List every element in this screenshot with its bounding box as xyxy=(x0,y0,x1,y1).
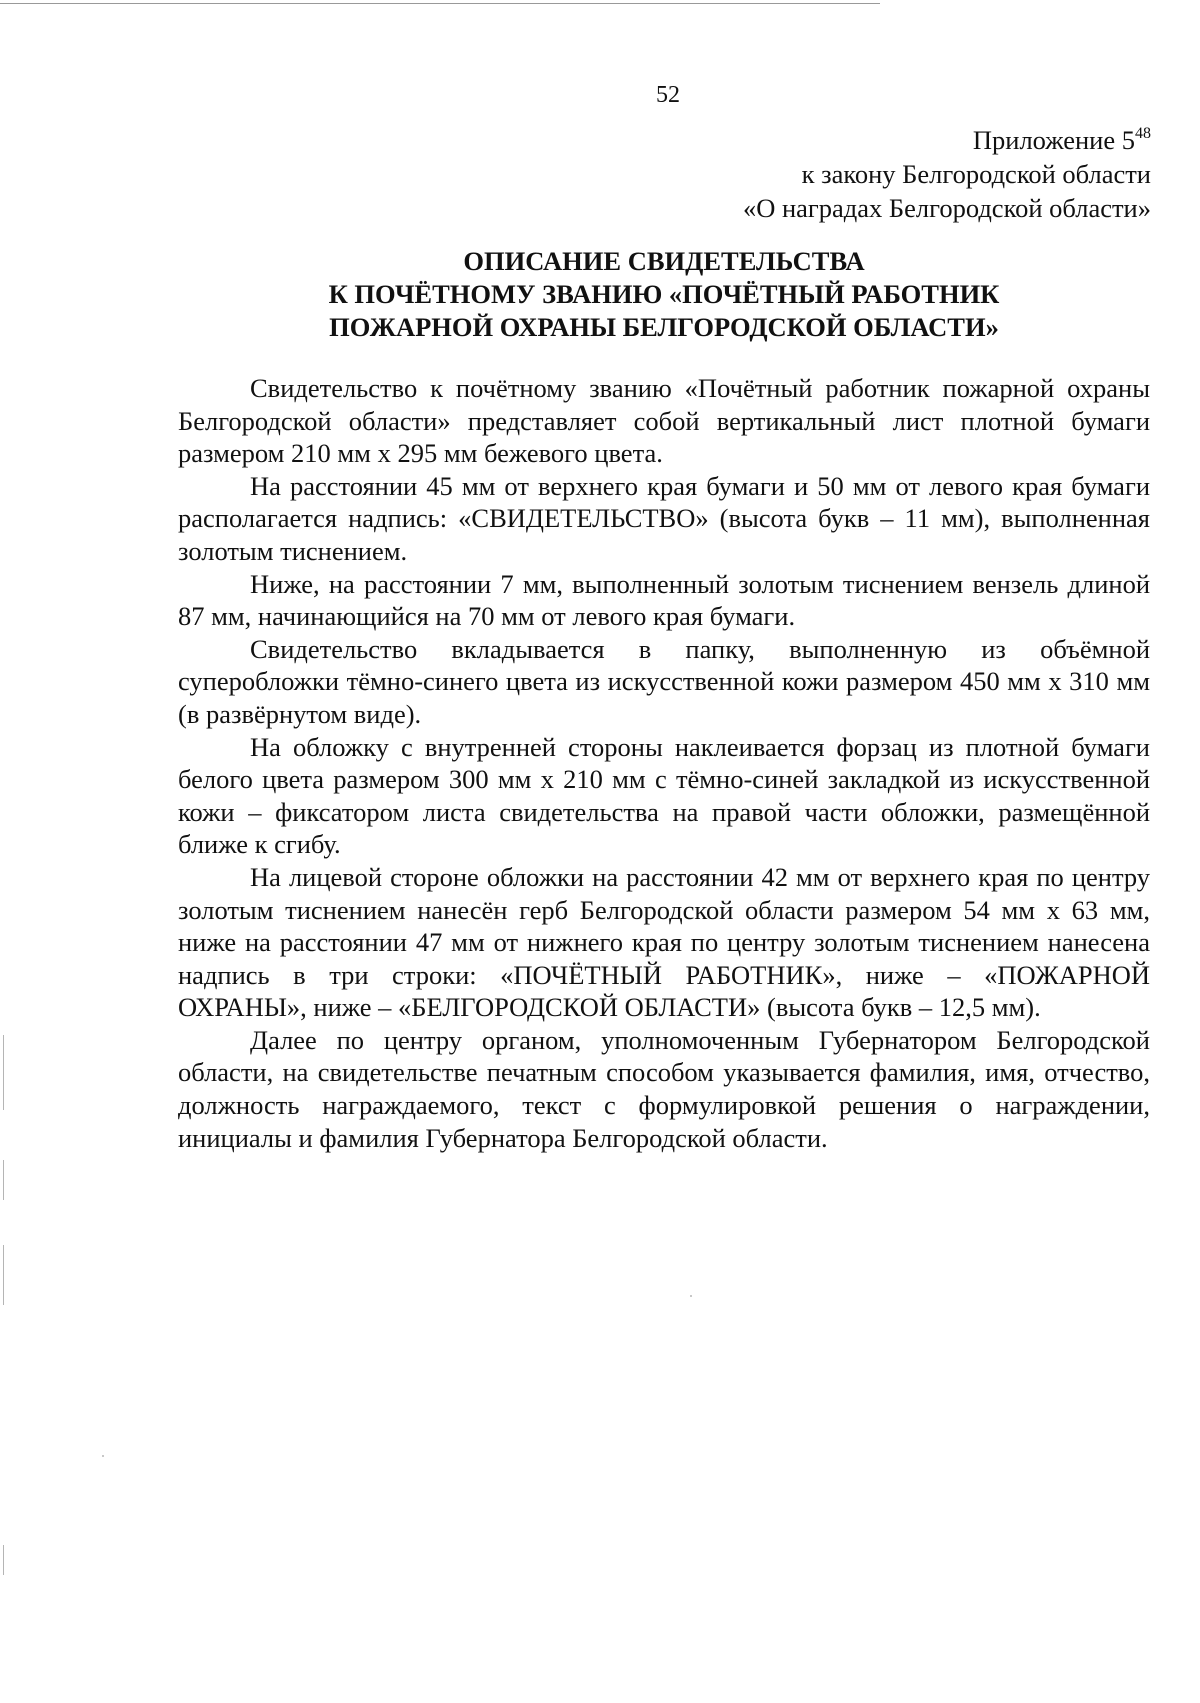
body-paragraph: Ниже, на расстоянии 7 мм, выполненный золотым тиснением вензель длиной 87 мм, начинающийся на 70 мм от левого края бумаги. xyxy=(178,568,1150,632)
body-paragraph: На лицевой стороне обложки на расстоянии 42 мм от верхнего края по центру золотым тиснением нанесён герб Белгородской области размером 54 мм х 63 мм, ниже на расстоянии 47 мм от нижнего края по центру золотым тиснением нанесена надпись в три строки: «ПОЧЁТНЫЙ РАБОТНИК», ниже – «ПОЖАРНОЙ ОХРАНЫ», ниже – «БЕЛГОРОДСКОЙ ОБЛАСТИ» (высота букв – 12,5 мм). xyxy=(178,861,1150,1023)
appendix-reference xyxy=(743,123,1151,225)
title-line: К ПОЧЁТНОМУ ЗВАНИЮ «ПОЧЁТНЫЙ РАБОТНИК xyxy=(328,279,1000,309)
document-title xyxy=(178,245,1150,344)
document-body xyxy=(178,372,1150,1154)
scan-left-edge-mark xyxy=(3,1035,4,1110)
appendix-superscript: 48 xyxy=(1135,125,1151,142)
body-paragraph: На расстоянии 45 мм от верхнего края бумаги и 50 мм от левого края бумаги располагается надпись: «СВИДЕТЕЛЬСТВО» (высота букв – 11 мм), выполненная золотым тиснением. xyxy=(178,470,1150,566)
scan-left-edge-mark xyxy=(3,1160,4,1200)
scan-left-edge-mark xyxy=(3,1245,4,1305)
title-line: ПОЖАРНОЙ ОХРАНЫ БЕЛГОРОДСКОЙ ОБЛАСТИ» xyxy=(329,312,999,342)
scan-speck xyxy=(102,1455,104,1457)
body-paragraph: На обложку с внутренней стороны наклеивается форзац из плотной бумаги белого цвета размером 300 мм х 210 мм с тёмно-синей закладкой из искусственной кожи – фиксатором листа свидетельства на правой части обложки, размещённой ближе к сгибу. xyxy=(178,731,1150,860)
scan-speck xyxy=(690,1295,692,1297)
scan-left-edge-mark xyxy=(3,1545,4,1575)
title-line: ОПИСАНИЕ СВИДЕТЕЛЬСТВА xyxy=(463,246,865,276)
page-number: 52 xyxy=(656,82,680,108)
appendix-line-2: к закону Белгородской области xyxy=(801,159,1151,189)
body-paragraph: Свидетельство вкладывается в папку, выполненную из объёмной суперобложки тёмно-синего цвета из искусственной кожи размером 450 мм х 310 мм (в развёрнутом виде). xyxy=(178,633,1150,729)
body-paragraph: Свидетельство к почётному званию «Почётный работник пожарной охраны Белгородской области» представляет собой вертикальный лист плотной бумаги размером 210 мм х 295 мм бежевого цвета. xyxy=(178,373,1150,469)
appendix-line-1: Приложение $5^{48}$ xyxy=(972,125,1151,155)
appendix-line-3: «О наградах Белгородской области» xyxy=(742,193,1151,223)
scan-top-edge xyxy=(0,3,880,4)
body-paragraph: Далее по центру органом, уполномоченным Губернатором Белгородской области, на свидетельстве печатным способом указывается фамилия, имя, отчество, должность награждаемого, текст с формулировкой решения о награждении, инициалы и фамилия Губернатора Белгородской области. xyxy=(178,1024,1150,1153)
